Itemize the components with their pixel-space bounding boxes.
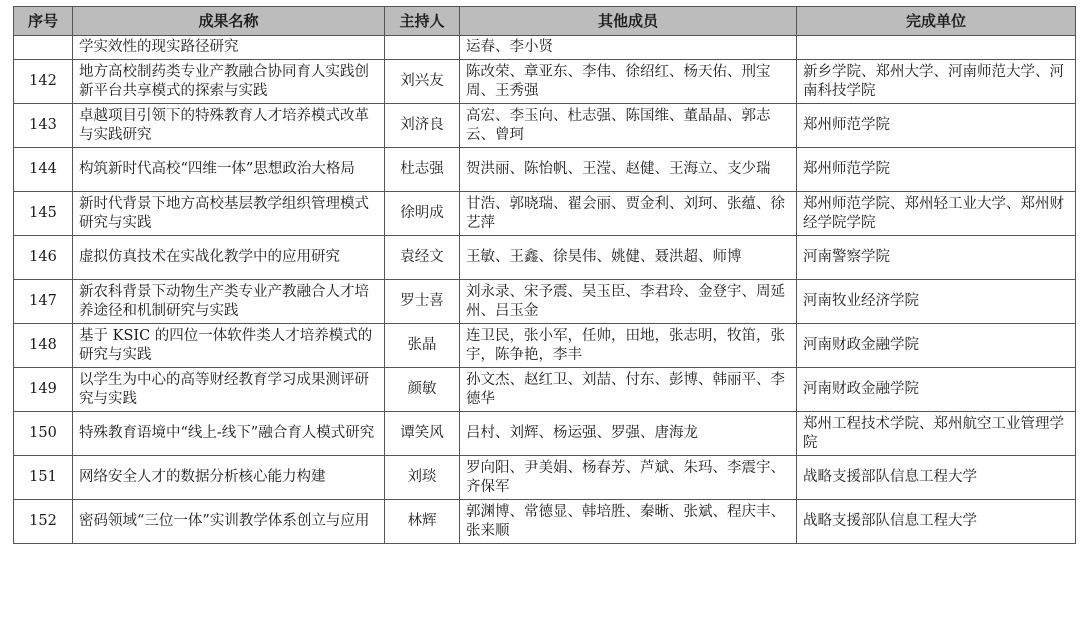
cell-seq: 150: [14, 412, 73, 456]
cell-title: 基于 KSIC 的四位一体软件类人才培养模式的研究与实践: [73, 324, 385, 368]
cell-seq: 152: [14, 500, 73, 544]
header-members: 其他成员: [460, 7, 797, 36]
cell-title: 构筑新时代高校“四维一体”思想政治大格局: [73, 148, 385, 192]
cell-title: 新农科背景下动物生产类专业产教融合人才培养途径和机制研究与实践: [73, 280, 385, 324]
cell-unit: 河南警察学院: [797, 236, 1076, 280]
table-row: [14, 104, 1076, 148]
cell-members: 郭渊博、常德显、韩培胜、秦晰、张斌、程庆丰、张来顺: [460, 500, 797, 544]
cell-leader: 徐明成: [385, 192, 460, 236]
cell-seq: [14, 36, 73, 60]
cell-title: 新时代背景下地方高校基层教学组织管理模式研究与实践: [73, 192, 385, 236]
cell-seq: 148: [14, 324, 73, 368]
header-title: 成果名称: [73, 7, 385, 36]
results-table: [13, 6, 1076, 544]
table-row: [14, 412, 1076, 456]
header-row: [14, 7, 1076, 36]
cell-unit: 郑州师范学院、郑州轻工业大学、郑州财经学院学院: [797, 192, 1076, 236]
cell-leader: 林辉: [385, 500, 460, 544]
cell-unit: 新乡学院、郑州大学、河南师范大学、河南科技学院: [797, 60, 1076, 104]
cell-seq: 146: [14, 236, 73, 280]
cell-leader: 袁经文: [385, 236, 460, 280]
cell-leader: 罗士喜: [385, 280, 460, 324]
cell-unit: 战略支援部队信息工程大学: [797, 456, 1076, 500]
table-row: [14, 236, 1076, 280]
cell-leader: 刘琰: [385, 456, 460, 500]
cell-unit: 郑州师范学院: [797, 148, 1076, 192]
cell-title: 地方高校制药类专业产教融合协同育人实践创新平台共享模式的探索与实践: [73, 60, 385, 104]
cell-title: 特殊教育语境中“线上-线下”融合育人模式研究: [73, 412, 385, 456]
cell-unit: 郑州工程技术学院、郑州航空工业管理学院: [797, 412, 1076, 456]
cell-seq: 145: [14, 192, 73, 236]
cell-unit: 河南财政金融学院: [797, 368, 1076, 412]
cell-title: 学实效性的现实路径研究: [73, 36, 385, 60]
cell-members: 孙文杰、赵红卫、刘喆、付东、彭博、韩丽平、李德华: [460, 368, 797, 412]
table-row: [14, 192, 1076, 236]
cell-title: 虚拟仿真技术在实战化教学中的应用研究: [73, 236, 385, 280]
header-unit: 完成单位: [797, 7, 1076, 36]
cell-leader: 杜志强: [385, 148, 460, 192]
table-row: [14, 60, 1076, 104]
cell-unit: 河南财政金融学院: [797, 324, 1076, 368]
cell-title: 以学生为中心的高等财经教育学习成果测评研究与实践: [73, 368, 385, 412]
cell-members: 王敏、王鑫、徐昊伟、姚健、聂洪超、师博: [460, 236, 797, 280]
cell-leader: 谭笑风: [385, 412, 460, 456]
cell-leader: 张晶: [385, 324, 460, 368]
cell-title: 密码领域“三位一体”实训教学体系创立与应用: [73, 500, 385, 544]
cell-members: 吕村、刘辉、杨运强、罗强、唐海龙: [460, 412, 797, 456]
table-row: [14, 324, 1076, 368]
cell-leader: 刘济良: [385, 104, 460, 148]
table-row: [14, 280, 1076, 324]
table-row: [14, 500, 1076, 544]
cell-seq: 149: [14, 368, 73, 412]
cell-members: 罗向阳、尹美娟、杨春芳、芦斌、朱玛、李震宇、齐保军: [460, 456, 797, 500]
cell-members: 刘永录、宋予震、吴玉臣、李君玲、金登宇、周延州、吕玉金: [460, 280, 797, 324]
cell-leader: 颜敏: [385, 368, 460, 412]
table-row: [14, 368, 1076, 412]
cell-unit: 河南牧业经济学院: [797, 280, 1076, 324]
cell-members: 高宏、李玉向、杜志强、陈国维、董晶晶、郭志云、曾珂: [460, 104, 797, 148]
cell-members: 甘浩、郭晓瑞、翟会丽、贾金利、刘珂、张蕴、徐艺萍: [460, 192, 797, 236]
cell-leader: 刘兴友: [385, 60, 460, 104]
table-row: [14, 36, 1076, 60]
header-leader: 主持人: [385, 7, 460, 36]
header-seq: 序号: [14, 7, 73, 36]
cell-unit: [797, 36, 1076, 60]
table-row: [14, 148, 1076, 192]
cell-members: 贺洪丽、陈怡帆、王滢、赵健、王海立、支少瑞: [460, 148, 797, 192]
cell-leader: [385, 36, 460, 60]
cell-unit: 战略支援部队信息工程大学: [797, 500, 1076, 544]
cell-seq: 147: [14, 280, 73, 324]
cell-seq: 151: [14, 456, 73, 500]
cell-members: 运春、李小贤: [460, 36, 797, 60]
cell-seq: 144: [14, 148, 73, 192]
table-row: [14, 456, 1076, 500]
cell-members: 陈改荣、章亚东、李伟、徐绍红、杨天佑、刑宝周、王秀强: [460, 60, 797, 104]
cell-unit: 郑州师范学院: [797, 104, 1076, 148]
cell-members: 连卫民，张小军，任帅，田地，张志明，牧笛，张宇，陈争艳，李丰: [460, 324, 797, 368]
cell-seq: 143: [14, 104, 73, 148]
cell-title: 网络安全人才的数据分析核心能力构建: [73, 456, 385, 500]
cell-title: 卓越项目引领下的特殊教育人才培养模式改革与实践研究: [73, 104, 385, 148]
cell-seq: 142: [14, 60, 73, 104]
